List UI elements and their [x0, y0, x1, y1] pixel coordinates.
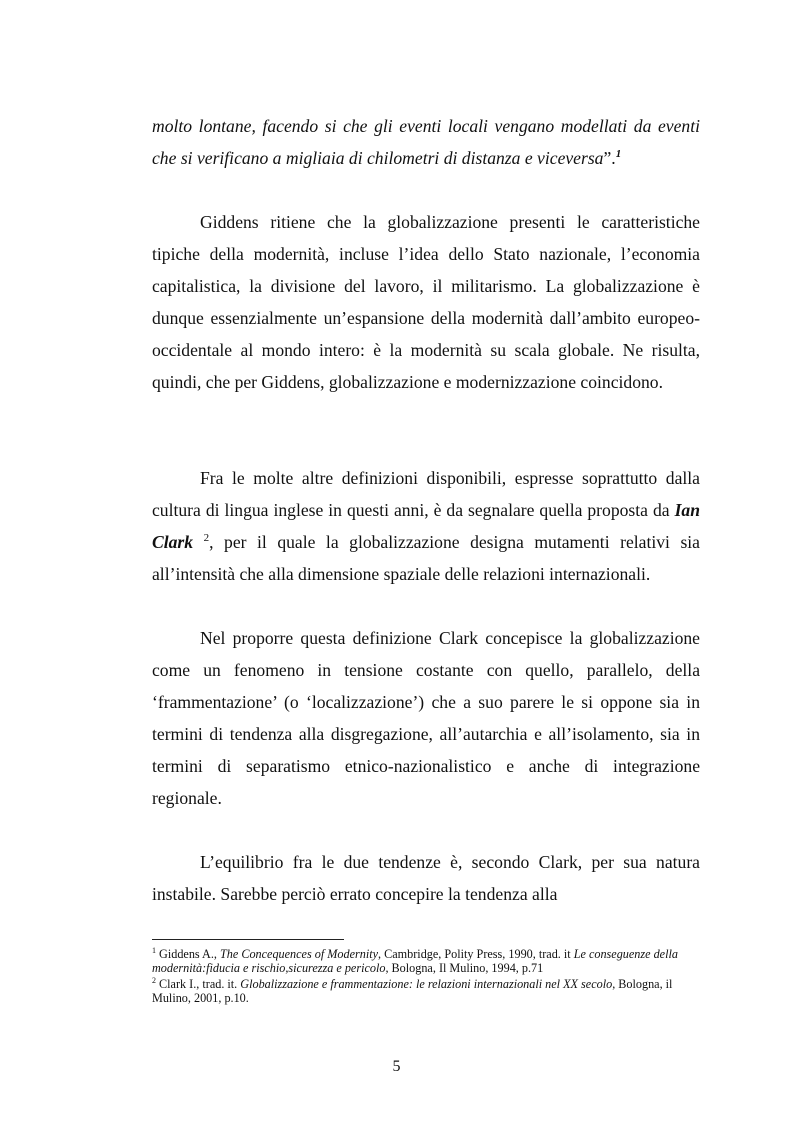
page-number: 5: [392, 1058, 401, 1075]
footnote-1-title: The Concequences of Modernity: [219, 947, 379, 961]
quote-continuation: [152, 110, 700, 174]
paragraph-equilibrium: L’equilibrio fra le due tendenze è, secondo Clark, per sua natura instabile. Sarebbe perciò errato concepire la tendenza alla: [152, 852, 700, 904]
footnote-1-author: Giddens A.,: [159, 947, 217, 961]
footnote-1: [152, 947, 700, 975]
footnote-1-translation-title: Le conseguenze della modernità:fiducia e rischio,sicurezza e pericolo,: [152, 947, 678, 975]
footnote-1-translation-publisher: Bologna, Il Mulino, 1994, p.71: [391, 961, 544, 975]
clark-text-before: Fra le molte altre definizioni disponibili, espresse soprattutto dalla cultura di lingua inglese in questi anni, è da segnalare quella proposta da: [152, 468, 700, 520]
footnote-2-author: Clark I., trad. it.: [159, 977, 238, 991]
footnote-separator: [152, 939, 344, 940]
paragraph-giddens: Giddens ritiene che la globalizzazione presenti le caratteristiche tipiche della modernità, incluse l’idea dello Stato nazionale, l’economia capitalistica, la divisione del lavoro, il militarismo. La globalizzazione è dunque essenzialmente un’espansione della modernità dall’ambito europeo-occidentale al mondo intero: è la modernità su scala globale. Ne risulta, quindi, che per Giddens, globalizzazione e modernizzazione coincidono.: [152, 212, 700, 392]
paragraph-fragmentation: Nel proporre questa definizione Clark concepisce la globalizzazione come un fenomeno in tensione costante con quello, parallelo, della ‘frammentazione’ (o ‘localizzazione’) che a suo parere le si oppone sia in termini di tendenza alla disgregazione, all’autarchia e all’isolamento, sia in termini di separatismo etnico-nazionalistico e anche di integrazione regionale.: [152, 628, 700, 808]
author-name-clark: Ian Clark: [152, 500, 700, 552]
footnote-1-number: 1: [152, 945, 156, 955]
quote-text: molto lontane, facendo si che gli eventi locali vengano modellati da eventi che si verificano a migliaia di chilometri di distanza e viceversa: [152, 116, 700, 168]
footnote-2-title: Globalizzazione e frammentazione: le relazioni internazionali nel XX secolo: [240, 977, 613, 991]
footnote-ref-2[interactable]: 2: [203, 532, 210, 545]
clark-text-after: , per il quale la globalizzazione designa mutamenti relativi sia all’intensità che alla dimensione spaziale delle relazioni internazionali.: [152, 532, 700, 584]
footnote-ref-1[interactable]: 1: [615, 148, 622, 161]
quote-closing-mark: ”.: [603, 148, 616, 168]
footnote-2: [152, 977, 700, 1005]
footnote-2-number: 2: [152, 975, 156, 985]
footnote-1-publisher: , Cambridge, Polity Press, 1990, trad. it: [378, 947, 571, 961]
paragraph-clark: [152, 462, 700, 590]
footnote-2-publisher: , Bologna, il Mulino, 2001, p.10.: [152, 977, 673, 1005]
